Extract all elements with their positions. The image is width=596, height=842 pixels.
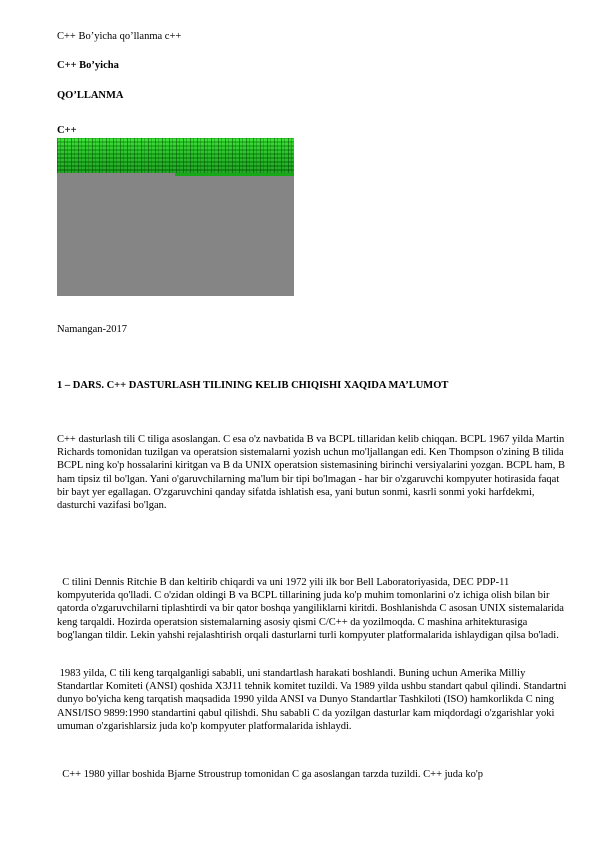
place-year: Namangan-2017 xyxy=(57,324,127,335)
paragraph-2: C tilini Dennis Ritchie B dan keltirib chiqardi va uni 1972 yili ilk bor Bell Laboratoriyasida, DEC PDP-11 kompyuterida qo'lladi. C o'zidan oldingi B va BCPL tillarining juda ko'p muhim tomonlarini o'z ichiga olish bilan bir qatorda o'zgaruvchilarni tiplashtirdi va bir qator boshqa yangiliklarni kiritdi. Boshlanishda C asosan UNIX sistemalarida keng tarqaldi. Hozirda operatsion sistemalarning asosiy qismi C/C++ da yozilmoqda. C mashina arhitekturasiga bog'langan tildir. Lekin yahshi rejalashtirish orqali dasturlarni turli kompyuter platformalarida ishlaydigan qilsa bo'ladi. xyxy=(57,577,567,641)
title-line-2: QO’LLANMA xyxy=(57,90,124,101)
paragraph-1: C++ dasturlash tili C tiliga asoslangan. C esa o'z navbatida B va BCPL tillaridan kelib chiqqan. BCPL 1967 yilda Martin Richards tomonidan tuzilgan va operatsion sistemalarni yozish uchun mo'ljallangan edi. Ken Thompson o'zining B tilida BCPL ning ko'p hossalarini kiritgan va B da UNIX operatsion sistemasining birinchi versiyalarini yozgan. BCPL ham, B ham tipsiz til bo'lgan. Yani o'garuvchilarning ma'lum bir tipi bo'lmagan - har bir o'zgaruvchi kompyuter hotirasida faqat bir bayt yer egallagan. O'zgaruvchini qanday sifatda ishlatish esa, yani butun sonmi, kasrli sonmi yoki harfdekmi, dasturchi vazifasi bo'lgan. xyxy=(57,434,565,512)
paragraph-4: C++ 1980 yillar boshida Bjarne Stroustrup tomonidan C ga asoslangan tarzda tuzildi. C++ juda ko'p xyxy=(57,769,483,780)
cover-image-green-tail xyxy=(175,173,294,176)
title-line-1: C++ Bo’yicha xyxy=(57,60,119,71)
paragraph-3: 1983 yilda, C tili keng tarqalganligi sababli, uni standartlash harakati boshlandi. Buning uchun Amerika Milliy Standartlar Komiteti (ANSI) qoshida X3J11 tehnik komitet tuzildi. Va 1989 yilda ushbu standart qabul qilindi. Standartni dunyo bo'yicha keng tarqatish maqsadida 1990 yilda ANSI va Dunyo Standartlar Tashkiloti (ISO) hamkorlikda C ning ANSI/ISO 9899:1990 standartini qabul qilishdi. Shu sababli C da yozilgan dasturlar kam miqdordagi o'zgarishlar yoki umuman o'zgarishlarsiz juda ko'p kompyuter platformalarida ishlaydi. xyxy=(57,668,570,732)
cover-image xyxy=(57,138,294,296)
title-line-3: C++ xyxy=(57,125,77,136)
cover-image-green-band xyxy=(57,138,294,173)
lesson-heading: 1 – DARS. C++ DASTURLASH TILINING KELIB CHIQISHI XAQIDA MA’LUMOT xyxy=(57,380,449,391)
header-line: C++ Bo’yicha qo’llanma c++ xyxy=(57,31,182,42)
